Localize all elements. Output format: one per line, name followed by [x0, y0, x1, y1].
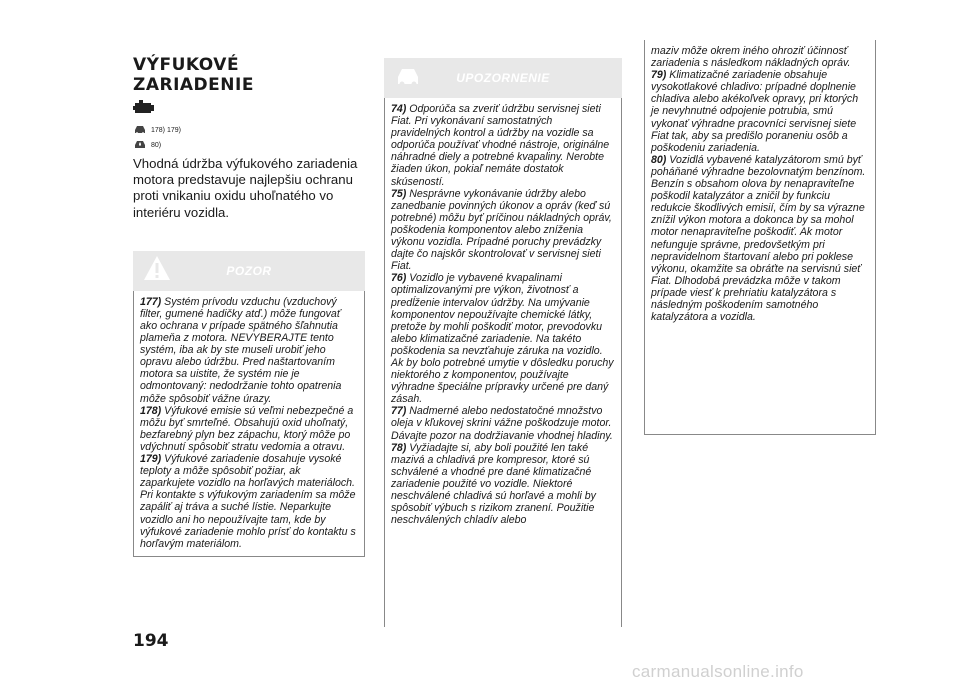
warning-item — [140, 453, 357, 550]
car-warning-icon — [133, 124, 147, 137]
notice-item — [391, 188, 614, 273]
item-text: Vozidlo je vybavené kvapalinami optimalizovanými pre výkon, životnosť a predĺženie intervalov údržby. Na umývanie komponentov nepoužívajte chemické látky, pretože by mohli poškodiť motor, prevodovku alebo klimatizačné zariadenie. Na takéto poškodenia sa nevzťahuje záruka na vozidlo. Ak by bolo potrebné umytie v dôsledku poruchy niektorého z komponentov, používajte výhradne špeciálne prípravky určené pre daný zásah. — [391, 272, 614, 406]
continuation-text: maziv môže okrem iného ohroziť účinnosť zariadenia s následkom nákladných opráv. — [651, 45, 851, 70]
ref-line-1 — [133, 124, 365, 137]
ref-line-2 — [133, 139, 365, 152]
footer-watermark: carmanualsonline.info — [632, 662, 804, 681]
car-drop-icon — [133, 139, 147, 152]
warning-item — [140, 296, 357, 405]
upozornenie-header — [384, 58, 622, 98]
column-left — [133, 55, 365, 557]
section-heading: VÝFUKOVÉ ZARIADENIE — [133, 55, 254, 95]
pozor-box — [133, 251, 365, 557]
item-number: 78) — [391, 441, 407, 454]
continued-content — [644, 40, 876, 435]
column-middle — [384, 58, 622, 627]
item-number: 179) — [140, 453, 162, 466]
notice-item — [391, 103, 614, 188]
item-number: 177) — [140, 295, 162, 308]
item-number: 75) — [391, 187, 407, 200]
item-number: 77) — [391, 405, 407, 418]
notice-item — [651, 154, 868, 323]
ref-numbers: 178) 179) — [151, 127, 181, 134]
item-text: Odporúča sa zveriť údržbu servisnej sieti Fiat. Pri vykonávaní samostatných pravidelných kontrol a údržby na vozidle sa odporúča používať vhodné nástroje, originálne náhradné diely a potrebné kvapaliny. Nerobte žiaden úkon, pokiaľ nemáte dostatok skúseností. — [391, 103, 610, 188]
item-number: 178) — [140, 404, 162, 417]
item-text: Výfukové emisie sú veľmi nebezpečné a môžu byť smrteľné. Obsahujú oxid uhoľnatý, bezfarebný plyn bez zápachu, ktorý môže po vdýchnutí spôsobiť stratu vedomia a otravu. — [140, 404, 354, 453]
pozor-header — [133, 251, 365, 291]
intro-paragraph: Vhodná údržba výfukového zariadenia motora predstavuje najlepšiu ochranu proti vnikaniu oxidu uhoľnatého vo interiéru vozidla. — [133, 156, 358, 220]
page-number: 194 — [133, 631, 169, 651]
item-number: 76) — [391, 272, 407, 285]
upozornenie-label: UPOZORNENIE — [456, 71, 550, 85]
item-text: Nadmerné alebo nedostatočné množstvo oleja v kľukovej skrini vážne poškodzuje motor. Dávajte pozor na dodržiavanie vhodnej hladiny. — [391, 405, 613, 442]
engine-icon — [133, 99, 365, 122]
item-text: Klimatizačné zariadenie obsahuje vysokotlakové chladivo: prípadné doplnenie chladiva alebo akékoľvek opravy, pri ktorých je nevyhnutné odpojenie potrubia, smú vykonať výhradne pracovníci servisnej siete Fiat tak, aby sa predišlo poraneniu osôb a poškodeniu zariadenia. — [651, 69, 859, 154]
upozornenie-content — [384, 98, 622, 627]
item-number: 79) — [651, 69, 667, 82]
item-number: 80) — [651, 153, 667, 166]
item-text: Systém prívodu vzduchu (vzduchový filter, gumené hadičky atď.) môže fungovať ako ochrana v prípade spätného šľahnutia plameňa z motora. NEVYBERAJTE tento systém, iba ak by ste museli urobiť jeho opravu alebo údržbu. Pred naštartovaním motora sa uistite, že systém nie je odmontovaný: nedodržanie tohto opatrenia môže spôsobiť vážne úrazy. — [140, 295, 342, 405]
pozor-label: POZOR — [226, 263, 272, 278]
item-text: Výfukové zariadenie dosahuje vysoké teploty a môže spôsobiť požiar, ak zaparkujete vozidlo na horľavých materiáloch. Pri kontakte s výfukovým zariadením sa môže zapáliť aj tráva a suché lístie. Neparkujte vozidlo ani ho nepoužívajte tam, kde by výfukové zariadenie mohlo prísť do kontaktu s horľavým materiálom. — [140, 453, 356, 550]
item-text: Vyžiadajte si, aby boli použité len také mazivá a chladivá pre kompresor, ktoré sú schválené a vhodné pre dané klimatizačné zariadenie použité vo vozidle. Niektoré neschválené chladivá sú horľavé a mohli by spôsobiť výbuch s rizikom zranení. Použitie neschválených chladív alebo — [391, 441, 596, 527]
pozor-content — [133, 291, 365, 557]
item-text: Vozidlá vybavené katalyzátorom smú byť poháňané výhradne bezolovnatým benzínom. Benzín s obsahom olova by nenapraviteľne poškodil katalyzátor a zničil by funkciu redukcie škodlivých emisií, čím by sa výrazne znížil výkon motora a dokonca by sa mohol motor nenapraviteľne poškodiť. Ak motor nefunguje správne, predovšetkým pri nepravidelnom štartovaní alebo pri poklese výkonu, okamžite sa obráťte na servisnú sieť Fiat. Dlhodobá prevádzka môže v takom prípade viesť k prehriatiu katalyzátora s následným poškodením samotného katalyzátora a vozidla. — [651, 153, 866, 324]
notice-item — [391, 272, 614, 405]
notice-item — [391, 405, 614, 441]
warning-item — [140, 405, 357, 453]
item-number: 74) — [391, 103, 407, 115]
notice-item — [391, 442, 614, 527]
notice-item — [651, 69, 868, 154]
item-text: Nesprávne vykonávanie údržby alebo zanedbanie povinných úkonov a opráv (keď sú potrebné) môžu byť príčinou nákladných opráv, poškodenia komponentov alebo zníženia výkonu vozidla. Prípadné poruchy prevádzky dajte čo najskôr skontrolovať v servisnej sieti Fiat. — [391, 187, 612, 273]
ref-number: 80) — [151, 142, 162, 149]
column-right — [644, 40, 876, 435]
